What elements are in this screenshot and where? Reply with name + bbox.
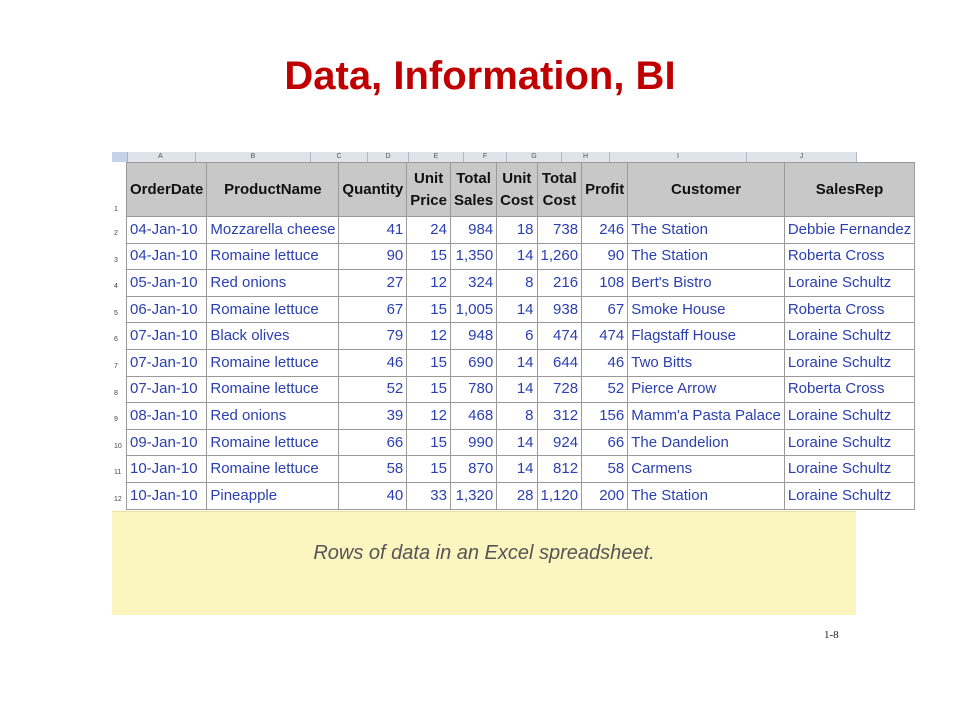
column-letter: J	[747, 152, 857, 162]
cell-unit-cost: 14	[497, 243, 537, 270]
slide-number: 1-8	[824, 629, 839, 641]
cell-unit-cost: 8	[497, 403, 537, 430]
cell-quantity: 39	[339, 403, 407, 430]
cell-order-date: 07-Jan-10	[127, 376, 207, 403]
cell-customer: Mamm'a Pasta Palace	[628, 403, 785, 430]
row-number: 9	[114, 416, 118, 424]
cell-sales-rep: Loraine Schultz	[784, 482, 914, 509]
cell-sales-rep: Debbie Fernandez	[784, 217, 914, 244]
cell-profit: 46	[582, 349, 628, 376]
cell-sales-rep: Loraine Schultz	[784, 456, 914, 483]
cell-product-name: Romaine lettuce	[207, 243, 339, 270]
header-sales-rep: SalesRep	[784, 163, 914, 217]
cell-customer: The Station	[628, 243, 785, 270]
header-row	[127, 163, 915, 217]
cell-product-name: Black olives	[207, 323, 339, 350]
row-number: 6	[114, 336, 118, 344]
figure-caption: Rows of data in an Excel spreadsheet.	[313, 542, 655, 564]
cell-product-name: Red onions	[207, 403, 339, 430]
table-row	[127, 349, 915, 376]
cell-total-cost: 938	[537, 296, 582, 323]
cell-total-sales: 1,005	[450, 296, 496, 323]
cell-product-name: Romaine lettuce	[207, 349, 339, 376]
cell-sales-rep: Loraine Schultz	[784, 349, 914, 376]
cell-total-sales: 984	[450, 217, 496, 244]
cell-sales-rep: Loraine Schultz	[784, 403, 914, 430]
cell-unit-price: 15	[407, 376, 451, 403]
cell-customer: The Dandelion	[628, 429, 785, 456]
spreadsheet-figure	[112, 152, 912, 614]
table-row	[127, 429, 915, 456]
cell-sales-rep: Roberta Cross	[784, 296, 914, 323]
cell-order-date: 07-Jan-10	[127, 349, 207, 376]
column-letter: G	[507, 152, 562, 162]
cell-profit: 90	[582, 243, 628, 270]
cell-quantity: 41	[339, 217, 407, 244]
table-row	[127, 270, 915, 297]
cell-quantity: 66	[339, 429, 407, 456]
cell-order-date: 05-Jan-10	[127, 270, 207, 297]
cell-order-date: 07-Jan-10	[127, 323, 207, 350]
row-number: 10	[114, 442, 122, 450]
table-row	[127, 296, 915, 323]
cell-profit: 246	[582, 217, 628, 244]
cell-unit-price: 15	[407, 349, 451, 376]
cell-unit-price: 15	[407, 429, 451, 456]
row-number: 8	[114, 389, 118, 397]
cell-total-sales: 690	[450, 349, 496, 376]
cell-customer: Carmens	[628, 456, 785, 483]
cell-total-cost: 216	[537, 270, 582, 297]
header-total-sales: Total Sales	[450, 163, 496, 217]
cell-customer: Smoke House	[628, 296, 785, 323]
row-number: 3	[114, 256, 118, 264]
cell-customer: The Station	[628, 482, 785, 509]
header-order-date: OrderDate	[127, 163, 207, 217]
cell-profit: 156	[582, 403, 628, 430]
cell-total-cost: 812	[537, 456, 582, 483]
cell-unit-price: 12	[407, 323, 451, 350]
table-row	[127, 243, 915, 270]
cell-total-cost: 738	[537, 217, 582, 244]
cell-total-cost: 1,260	[537, 243, 582, 270]
cell-profit: 200	[582, 482, 628, 509]
cell-profit: 108	[582, 270, 628, 297]
cell-unit-cost: 14	[497, 376, 537, 403]
table-row	[127, 217, 915, 244]
row-number: 11	[114, 469, 122, 477]
cell-order-date: 04-Jan-10	[127, 243, 207, 270]
header-customer: Customer	[628, 163, 785, 217]
cell-unit-cost: 28	[497, 482, 537, 509]
cell-unit-price: 15	[407, 456, 451, 483]
row-number: 2	[114, 230, 118, 237]
cell-product-name: Mozzarella cheese	[207, 217, 339, 244]
cell-customer: Flagstaff House	[628, 323, 785, 350]
cell-profit: 52	[582, 376, 628, 403]
caption-band	[112, 511, 856, 615]
cell-unit-price: 24	[407, 217, 451, 244]
row-number: 1	[114, 206, 118, 213]
cell-unit-cost: 6	[497, 323, 537, 350]
cell-total-sales: 1,320	[450, 482, 496, 509]
cell-unit-price: 33	[407, 482, 451, 509]
cell-unit-price: 12	[407, 403, 451, 430]
column-letter: C	[311, 152, 368, 162]
cell-product-name: Romaine lettuce	[207, 376, 339, 403]
cell-total-sales: 870	[450, 456, 496, 483]
column-letter: E	[409, 152, 464, 162]
cell-unit-cost: 14	[497, 429, 537, 456]
slide-title: Data, Information, BI	[284, 54, 676, 98]
cell-total-cost: 924	[537, 429, 582, 456]
cell-unit-cost: 18	[497, 217, 537, 244]
header-profit: Profit	[582, 163, 628, 217]
cell-quantity: 58	[339, 456, 407, 483]
spreadsheet	[112, 152, 912, 511]
cell-profit: 474	[582, 323, 628, 350]
column-letter: F	[464, 152, 507, 162]
cell-quantity: 67	[339, 296, 407, 323]
cell-order-date: 04-Jan-10	[127, 217, 207, 244]
header-quantity: Quantity	[339, 163, 407, 217]
cell-order-date: 08-Jan-10	[127, 403, 207, 430]
cell-total-cost: 728	[537, 376, 582, 403]
table-row	[127, 323, 915, 350]
cell-quantity: 40	[339, 482, 407, 509]
cell-product-name: Romaine lettuce	[207, 296, 339, 323]
cell-quantity: 90	[339, 243, 407, 270]
cell-total-sales: 780	[450, 376, 496, 403]
cell-sales-rep: Roberta Cross	[784, 243, 914, 270]
cell-product-name: Pineapple	[207, 482, 339, 509]
cell-total-sales: 1,350	[450, 243, 496, 270]
table-row	[127, 482, 915, 509]
cell-sales-rep: Loraine Schultz	[784, 323, 914, 350]
cell-customer: Bert's Bistro	[628, 270, 785, 297]
header-unit-cost: Unit Cost	[497, 163, 537, 217]
cell-product-name: Red onions	[207, 270, 339, 297]
cell-profit: 58	[582, 456, 628, 483]
cell-total-cost: 312	[537, 403, 582, 430]
cell-unit-price: 15	[407, 296, 451, 323]
cell-quantity: 46	[339, 349, 407, 376]
cell-sales-rep: Roberta Cross	[784, 376, 914, 403]
header-unit-price: Unit Price	[407, 163, 451, 217]
row-number: 12	[114, 496, 122, 503]
cell-quantity: 79	[339, 323, 407, 350]
header-product-name: ProductName	[207, 163, 339, 217]
cell-total-sales: 324	[450, 270, 496, 297]
column-letter: B	[196, 152, 311, 162]
cell-product-name: Romaine lettuce	[207, 456, 339, 483]
cell-customer: Pierce Arrow	[628, 376, 785, 403]
cell-customer: The Station	[628, 217, 785, 244]
cell-total-sales: 468	[450, 403, 496, 430]
row-number: 4	[114, 283, 118, 291]
row-number: 7	[114, 363, 118, 370]
row-number: 5	[114, 309, 118, 317]
table-row	[127, 376, 915, 403]
cell-unit-price: 12	[407, 270, 451, 297]
header-total-cost: Total Cost	[537, 163, 582, 217]
row-number-bar	[112, 162, 126, 511]
cell-unit-cost: 14	[497, 349, 537, 376]
cell-profit: 67	[582, 296, 628, 323]
cell-profit: 66	[582, 429, 628, 456]
cell-total-cost: 1,120	[537, 482, 582, 509]
cell-customer: Two Bitts	[628, 349, 785, 376]
cell-unit-cost: 14	[497, 296, 537, 323]
cell-product-name: Romaine lettuce	[207, 429, 339, 456]
column-letter: A	[126, 152, 196, 162]
cell-total-cost: 644	[537, 349, 582, 376]
column-letter: D	[368, 152, 409, 162]
cell-order-date: 10-Jan-10	[127, 482, 207, 509]
cell-order-date: 06-Jan-10	[127, 296, 207, 323]
column-letter: I	[610, 152, 747, 162]
cell-order-date: 10-Jan-10	[127, 456, 207, 483]
column-letter: H	[562, 152, 610, 162]
cell-unit-price: 15	[407, 243, 451, 270]
cell-order-date: 09-Jan-10	[127, 429, 207, 456]
data-table	[126, 162, 915, 510]
cell-total-cost: 474	[537, 323, 582, 350]
cell-total-sales: 948	[450, 323, 496, 350]
cell-quantity: 27	[339, 270, 407, 297]
cell-unit-cost: 14	[497, 456, 537, 483]
cell-unit-cost: 8	[497, 270, 537, 297]
table-body	[127, 217, 915, 510]
table-row	[127, 403, 915, 430]
cell-sales-rep: Loraine Schultz	[784, 270, 914, 297]
table-row	[127, 456, 915, 483]
cell-sales-rep: Loraine Schultz	[784, 429, 914, 456]
cell-quantity: 52	[339, 376, 407, 403]
cell-total-sales: 990	[450, 429, 496, 456]
